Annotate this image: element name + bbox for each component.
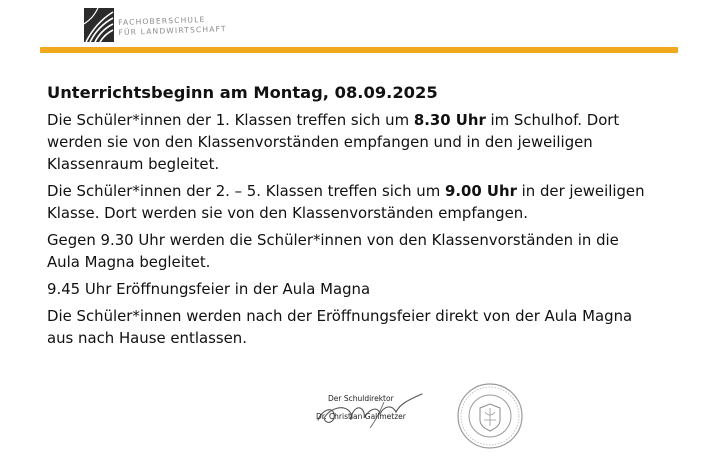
logo-line-2: FÜR LANDWIRTSCHAFT bbox=[118, 24, 227, 37]
paragraph-line: 9.45 Uhr Eröffnungsfeier in der Aula Magna bbox=[47, 280, 371, 298]
paragraph-line: aus nach Hause entlassen. bbox=[47, 329, 247, 347]
time-highlight: 8.30 Uhr bbox=[413, 111, 486, 129]
paragraph-line: Gegen 9.30 Uhr werden die Schüler*innen von den Klassenvorständen in die bbox=[47, 231, 619, 249]
paragraph-line bbox=[47, 180, 702, 202]
school-logo-mark bbox=[84, 4, 116, 44]
paragraph-opening-ceremony bbox=[47, 278, 702, 300]
school-logo bbox=[84, 4, 244, 44]
time-highlight: 9.00 Uhr bbox=[444, 182, 517, 200]
notice-heading: Unterrichtsbeginn am Montag, 08.09.2025 bbox=[47, 83, 438, 102]
paragraph-aula-magna bbox=[47, 229, 702, 273]
signature-block bbox=[304, 384, 434, 444]
text-run: Die Schüler*innen der 1. Klassen treffen sich um bbox=[47, 111, 414, 129]
paragraph-line: Klassenraum begleitet. bbox=[47, 155, 220, 173]
signature-name: Dr. Christian Gallmetzer bbox=[316, 412, 406, 421]
paragraph-line: Klasse. Dort werden sie von den Klassenvorständen empfangen. bbox=[47, 204, 528, 222]
text-run: Die Schüler*innen der 2. – 5. Klassen treffen sich um bbox=[47, 182, 445, 200]
school-logo-text bbox=[118, 14, 227, 38]
paragraph-dismissal bbox=[47, 305, 702, 349]
paragraph-first-classes bbox=[47, 109, 702, 175]
paragraph-line: Die Schüler*innen werden nach der Eröffnungsfeier direkt von der Aula Magna bbox=[47, 307, 633, 325]
text-run: im Schulhof. Dort bbox=[485, 111, 620, 129]
official-seal-icon bbox=[456, 382, 524, 450]
text-run: in der jeweiligen bbox=[516, 182, 645, 200]
paragraph-line: Aula Magna begleitet. bbox=[47, 253, 211, 271]
paragraph-line bbox=[47, 109, 702, 131]
header-rule bbox=[40, 47, 678, 53]
paragraph-line: werden sie von den Klassenvorständen empfangen und in den jeweiligen bbox=[47, 133, 593, 151]
notice-body bbox=[47, 82, 702, 354]
paragraph-other-classes bbox=[47, 180, 702, 224]
logo-line-1: FACHOBERSCHULE bbox=[118, 14, 206, 27]
signature-title: Der Schuldirektor bbox=[328, 394, 394, 403]
